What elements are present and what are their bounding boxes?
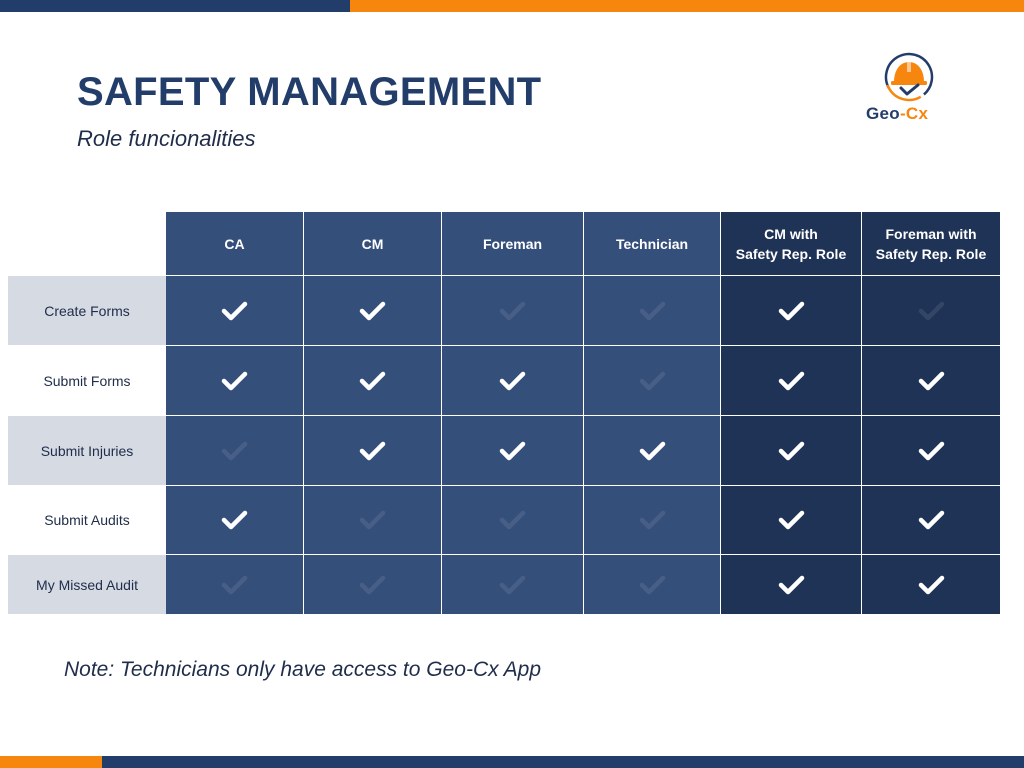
geo-cx-logo bbox=[862, 52, 956, 124]
table-cell bbox=[721, 555, 861, 614]
table-cell bbox=[166, 486, 303, 554]
checkmark-faded-icon bbox=[638, 368, 667, 394]
checkmark-icon bbox=[917, 368, 946, 394]
table-cell bbox=[166, 346, 303, 415]
checkmark-icon bbox=[638, 438, 667, 464]
table-cell bbox=[304, 276, 441, 345]
logo-text-cx: -Cx bbox=[899, 104, 929, 123]
checkmark-icon bbox=[917, 572, 946, 598]
table-cell bbox=[442, 555, 583, 614]
checkmark-icon bbox=[358, 298, 387, 324]
checkmark-faded-icon bbox=[498, 507, 527, 533]
top-accent-bar-orange bbox=[350, 0, 1024, 12]
checkmark-faded-icon bbox=[220, 438, 249, 464]
checkmark-faded-icon bbox=[638, 507, 667, 533]
table-cell bbox=[304, 555, 441, 614]
logo-wordmark bbox=[866, 104, 928, 124]
table-cell bbox=[862, 486, 1000, 554]
checkmark-icon bbox=[498, 368, 527, 394]
bottom-accent-bar-navy bbox=[102, 756, 1024, 768]
checkmark-faded-icon bbox=[638, 572, 667, 598]
checkmark-icon bbox=[777, 368, 806, 394]
checkmark-icon bbox=[220, 507, 249, 533]
table-cell bbox=[304, 486, 441, 554]
checkmark-icon bbox=[777, 298, 806, 324]
table-cell bbox=[584, 346, 720, 415]
page-subtitle: Role funcionalities bbox=[77, 126, 256, 151]
table-cell bbox=[721, 346, 861, 415]
top-accent-bar-navy bbox=[0, 0, 350, 12]
checkmark-icon bbox=[220, 368, 249, 394]
row-label-1: Submit Forms bbox=[8, 346, 166, 415]
table-cell bbox=[721, 416, 861, 485]
table-cell bbox=[584, 486, 720, 554]
column-header-2: Foreman bbox=[442, 212, 583, 275]
logo-text-geo: Geo bbox=[866, 104, 900, 123]
row-label-0: Create Forms bbox=[8, 276, 166, 345]
table-cell bbox=[862, 346, 1000, 415]
footnote: Note: Technicians only have access to Geo-Cx App bbox=[64, 658, 542, 681]
row-label-3: Submit Audits bbox=[8, 486, 166, 554]
checkmark-icon bbox=[777, 438, 806, 464]
checkmark-faded-icon bbox=[358, 507, 387, 533]
table-cell bbox=[166, 276, 303, 345]
checkmark-icon bbox=[777, 507, 806, 533]
checkmark-icon bbox=[777, 572, 806, 598]
table-cell bbox=[584, 555, 720, 614]
table-cell bbox=[442, 416, 583, 485]
row-label-2: Submit Injuries bbox=[8, 416, 166, 485]
column-header-1: CM bbox=[304, 212, 441, 275]
table-cell bbox=[166, 416, 303, 485]
checkmark-icon bbox=[358, 438, 387, 464]
table-cell bbox=[584, 276, 720, 345]
checkmark-icon bbox=[220, 298, 249, 324]
table-cell bbox=[721, 276, 861, 345]
table-cell bbox=[304, 346, 441, 415]
column-header-3: Technician bbox=[584, 212, 720, 275]
table-cell bbox=[166, 555, 303, 614]
bottom-accent-bar-orange bbox=[0, 756, 102, 768]
table-cell bbox=[862, 416, 1000, 485]
checkmark-faded-icon bbox=[358, 572, 387, 598]
checkmark-faded-icon bbox=[638, 298, 667, 324]
checkmark-icon bbox=[498, 438, 527, 464]
page-title: SAFETY MANAGEMENT bbox=[77, 70, 542, 114]
checkmark-icon bbox=[917, 507, 946, 533]
table-cell bbox=[442, 276, 583, 345]
column-header-0: CA bbox=[166, 212, 303, 275]
column-header-4: CM with Safety Rep. Role bbox=[721, 212, 861, 275]
table-cell bbox=[862, 276, 1000, 345]
checkmark-faded-icon bbox=[917, 298, 946, 324]
checkmark-faded-icon bbox=[498, 572, 527, 598]
table-cell bbox=[304, 416, 441, 485]
column-header-5: Foreman with Safety Rep. Role bbox=[862, 212, 1000, 275]
hard-hat-check-icon bbox=[882, 52, 936, 102]
checkmark-faded-icon bbox=[498, 298, 527, 324]
checkmark-icon bbox=[917, 438, 946, 464]
table-cell bbox=[442, 486, 583, 554]
checkmark-faded-icon bbox=[220, 572, 249, 598]
table-cell bbox=[584, 416, 720, 485]
table-cell bbox=[862, 555, 1000, 614]
table-cell bbox=[442, 346, 583, 415]
checkmark-icon bbox=[358, 368, 387, 394]
row-label-4: My Missed Audit bbox=[8, 555, 166, 614]
table-cell bbox=[721, 486, 861, 554]
